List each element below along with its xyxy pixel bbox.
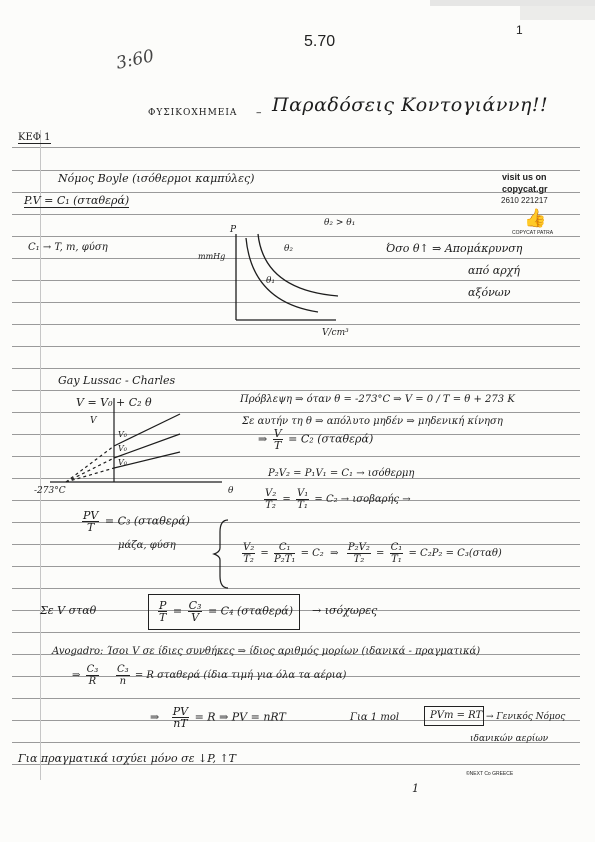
- ideal-gas-law: PVm = RT: [430, 710, 483, 721]
- v-over-t-law: [258, 428, 373, 451]
- avogadro-arrow-1: ⇒: [72, 670, 81, 681]
- thumbs-up-icon: 👍: [524, 208, 547, 229]
- header-title: Παραδόσεις Κοντογιάννη!!: [272, 94, 549, 116]
- isochoric-name: → ισόχωρες: [312, 604, 378, 617]
- avogadro-c3n-rhs: = R σταθερά (ίδια τιμή για όλα τα αέρια): [134, 670, 347, 681]
- eq-right-num2: C₁: [390, 542, 403, 553]
- charles-extrapolation-1: [66, 446, 114, 482]
- v-over-t-arrow: ⇒: [258, 432, 268, 446]
- chapter-label: ΚΕΦ 1: [18, 132, 51, 143]
- isobar-line: $\frac{\text{V₂}}{\text{T₂}}$ = $\frac{\text{V₁}}{\text{T₁}}$ = C₂ → ισοβαρής →: [265, 488, 411, 511]
- boyle-p-unit: mmHg: [198, 252, 226, 261]
- avogadro-pv-line: [150, 706, 286, 729]
- copyright: ©NEXT Co GREECE: [466, 771, 514, 777]
- eq-left-num: V₂: [243, 542, 255, 553]
- stamp-brand: COPYCAT PATRA: [512, 230, 554, 236]
- combined-frac: [82, 510, 99, 533]
- isobar-n1: V₂: [265, 488, 277, 499]
- header-dash: –: [256, 106, 262, 119]
- avogadro-frac-pv: [172, 706, 189, 729]
- v-over-t-num: V: [273, 427, 282, 440]
- avogadro-c3n-den: n: [119, 676, 127, 687]
- eq-mid-num: C₁: [274, 542, 295, 554]
- boyle-title: Νόμος Boyle (ισόθερμοι καμπύλες): [58, 172, 255, 185]
- boyle-condition: θ₂ > θ₁: [324, 218, 356, 228]
- avogadro-frac-c3n: [116, 664, 130, 687]
- boyle-theta2: θ₂: [284, 244, 294, 254]
- eq-right-num1: P₂V₂: [347, 542, 370, 553]
- combined-pv-law: [80, 510, 190, 533]
- combined-eq-right-2: [390, 542, 404, 565]
- general-law-label: → Γενικός Νόμος: [486, 712, 566, 722]
- combined-eq-right-1: [347, 542, 371, 565]
- combined-eq-left: [242, 542, 255, 565]
- avogadro-c3r-den: R: [88, 676, 97, 687]
- curly-brace: [214, 520, 228, 588]
- boyle-note-2: από αρχή: [468, 264, 520, 277]
- isochoric-equation: $\frac{P}{T}$ = $\frac{\text{C₃}}{V}$ = C₄ (σταθερά): [159, 599, 294, 624]
- isochoric-c3-den: V: [191, 611, 200, 624]
- charles-title: Gay Lussac - Charles: [58, 374, 176, 387]
- eq-right-den2: T₁: [391, 554, 402, 565]
- isobar-n2: V₁: [296, 488, 309, 499]
- charles-v0-c: V₀: [118, 458, 127, 467]
- combined-eq-mid: [274, 542, 295, 565]
- combined-equation: $\frac{\text{V₂}}{\text{T₂}}$ = $\frac{\text{C₁}}{\text{P₂T₁}}$ = C₂ ⇒ $\frac{\text{P₂V₂}}{\text{T₂}}$ = $\frac{\text{C₁}}{\text{T₁}}$ = C₂P₂ = C₃(σταθ): [243, 542, 502, 565]
- stamp-site: copycat.gr: [502, 184, 548, 194]
- avogadro-pv-num: PV: [172, 705, 189, 718]
- avogadro-pv-rhs: = R ⇒ PV = nRT: [194, 710, 286, 724]
- v-over-t-den: T: [274, 439, 282, 452]
- boyle-note-3: αξόνων: [468, 286, 511, 299]
- charles-v0-b: V₀: [118, 444, 127, 453]
- boyle-note-1: Όσο θ↑ ⇒ Απομάκρυνση: [386, 242, 523, 255]
- charles-absolute-zero: Σε αυτήν τη θ ⇒ απόλυτο μηδέν ⇒ μηδενική κίνηση: [242, 416, 503, 427]
- eq-right-den1: T₂: [353, 554, 365, 565]
- avogadro-c3r-num: C₃: [86, 664, 99, 675]
- avogadro-frac-c3r: [86, 664, 100, 687]
- eq-left-den: T₂: [243, 554, 254, 565]
- scribble-top-left: 3:60: [114, 46, 156, 74]
- isochoric-c3-num: C₃: [188, 599, 202, 612]
- avogadro-per-mol: Για 1 mol: [350, 712, 400, 723]
- stamp-phone: 2610 221217: [501, 196, 548, 205]
- stamp-visit: visit us on: [502, 172, 547, 182]
- avogadro-c3n-num: C₃: [116, 664, 129, 675]
- isochoric-frac-p: [158, 600, 167, 623]
- v-over-t-rhs: = C₂ (σταθερά): [288, 432, 374, 446]
- charles-zero-label: -273°C: [34, 486, 66, 496]
- isochoric-p-den: T: [159, 611, 167, 624]
- eq-right-rhs: = C₂P₂ = C₃(σταθ): [408, 548, 502, 559]
- boyle-law: P.V = C₁ (σταθερά): [24, 194, 130, 207]
- eq-mid-rhs: = C₂: [300, 548, 324, 559]
- charles-v0-a: V₀: [118, 430, 127, 439]
- avogadro-pv-den: nT: [173, 717, 188, 730]
- avogadro-r-line: [72, 664, 346, 687]
- combined-pv-num: PV: [83, 509, 99, 522]
- boyle-v-label: V/cm³: [322, 328, 349, 338]
- isochoric-frac-c3: [188, 600, 203, 623]
- real-gases-note: Για πραγματικά ισχύει μόνο σε ↓P, ↑T: [18, 752, 236, 765]
- isobar-d1: T₂: [265, 500, 276, 511]
- combined-pv-rhs: = C₃ (σταθερά): [104, 514, 190, 528]
- page-number-top: 5.70: [304, 33, 336, 50]
- combined-brace: [214, 520, 228, 588]
- eq-mid-den: P₂T₁: [273, 554, 296, 565]
- avogadro-arrow-2: ⇒: [150, 710, 160, 724]
- footer-page-number: 1: [412, 782, 419, 795]
- boyle-theta1: θ₁: [266, 276, 276, 286]
- v-over-t-fraction: [273, 428, 283, 451]
- isochoric-label: Σε V σταθ: [40, 604, 97, 617]
- charles-graph: [50, 398, 222, 482]
- boyle-p-label: P: [230, 225, 237, 235]
- charles-v-label: V: [90, 416, 97, 426]
- isobar-d2: T₁: [297, 500, 308, 511]
- isobar-frac-1: [264, 488, 277, 511]
- ideal-gases-label: ιδανικών αερίων: [470, 734, 549, 744]
- avogadro-line: Avogadro: Ίσοι V σε ίδιες συνθήκες ⇒ ίδιος αριθμός μορίων (ιδανικά - πραγματικά): [52, 646, 481, 657]
- charles-formula: V = V₀ + C₂ θ: [76, 396, 152, 409]
- boyle-graph: [236, 234, 338, 320]
- charles-prediction: Πρόβλεψη ⇒ όταν θ = -273°C ⇒ V = 0 / T = θ + 273 K: [240, 394, 515, 405]
- course-name: ΦΥΣΙΚΟΧΗΜΕΙΑ: [148, 108, 238, 118]
- charles-theta-label: θ: [228, 486, 234, 496]
- isochoric-p-num: P: [159, 599, 167, 612]
- boyle-curve-theta1: [246, 238, 318, 312]
- combined-mass-note: μάζα, φύση: [118, 540, 176, 551]
- isotherm-line: P₂V₂ = P₁V₁ = C₁ → ισόθερμη: [268, 468, 415, 479]
- isochoric-rhs: = C₄ (σταθερά): [207, 604, 294, 618]
- isobar-rhs: = C₂ → ισοβαρής →: [314, 494, 411, 505]
- boyle-curve-theta2: [258, 234, 338, 296]
- isobar-frac-2: [296, 488, 309, 511]
- combined-pv-den: T: [87, 521, 95, 534]
- boyle-c1: C₁ → T, m, φύση: [28, 242, 108, 253]
- corner-number: 1: [516, 23, 523, 37]
